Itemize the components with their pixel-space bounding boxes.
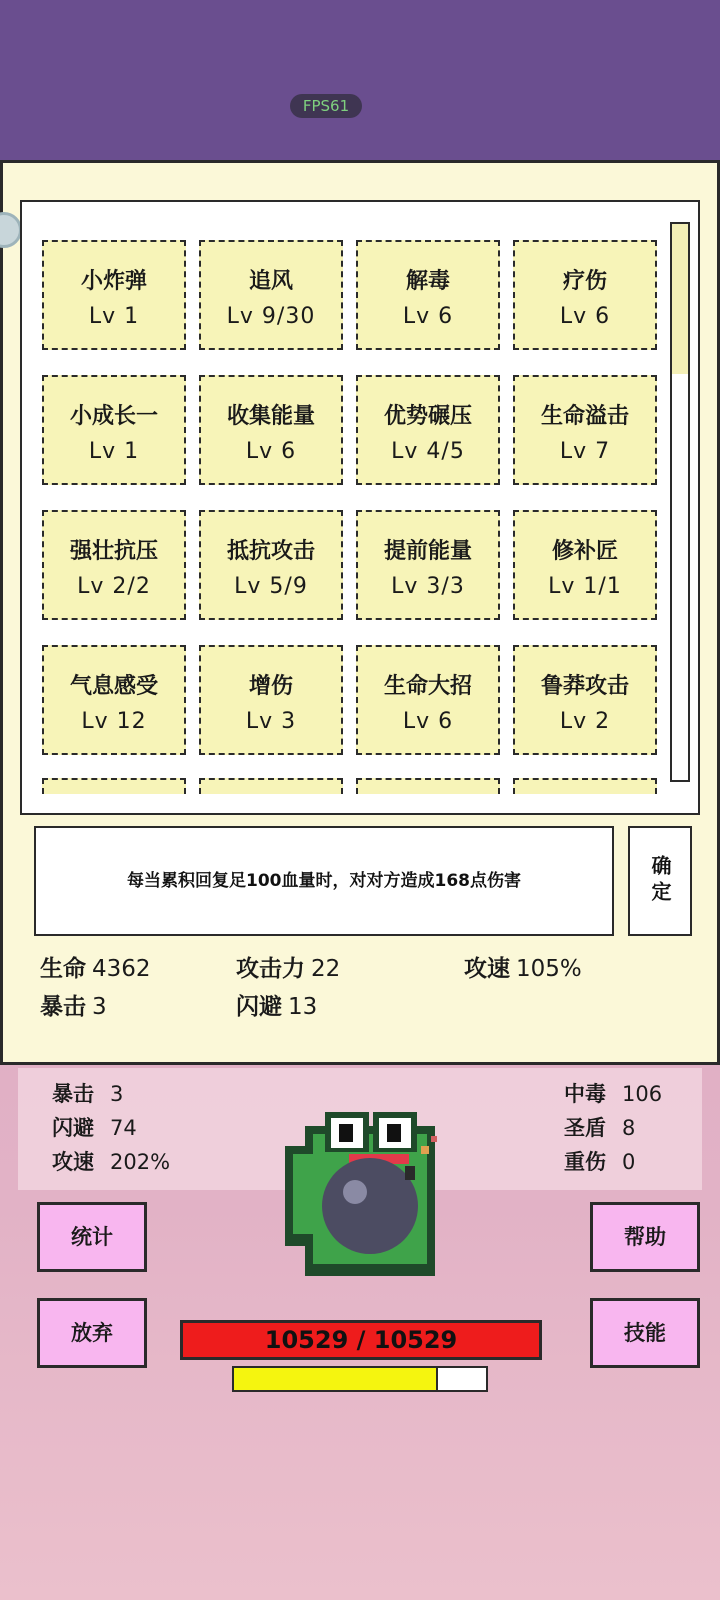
skill-name: 小成长一 xyxy=(69,404,158,429)
skill-grid-container[interactable] xyxy=(20,200,700,815)
enemy-stat xyxy=(564,1146,635,1176)
player-hp xyxy=(40,950,151,983)
enemy-stat xyxy=(52,1078,123,1108)
stats-button[interactable]: 统计 xyxy=(37,1202,147,1272)
player-hp-label: 生命 xyxy=(40,956,86,982)
skill-tile[interactable] xyxy=(199,375,343,485)
skill-tile-partial[interactable] xyxy=(42,778,186,794)
skill-name: 生命大招 xyxy=(383,674,472,699)
player-dodge-value: 13 xyxy=(288,994,318,1020)
enemy-stat-label: 中毒 xyxy=(564,1082,606,1106)
skill-level: Lv 9/30 xyxy=(226,304,316,329)
skill-level: Lv 4/5 xyxy=(391,439,465,464)
skill-name: 修补匠 xyxy=(551,539,618,564)
skill-tile-partial[interactable] xyxy=(199,778,343,794)
skill-tile[interactable] xyxy=(513,510,657,620)
skill-name: 优势碾压 xyxy=(383,404,472,429)
player-crit xyxy=(40,988,107,1021)
skill-level: Lv 7 xyxy=(559,439,611,464)
skill-tile[interactable] xyxy=(513,240,657,350)
scrollbar[interactable] xyxy=(670,222,690,782)
fps-counter: FPS61 xyxy=(290,94,362,118)
skill-tile[interactable] xyxy=(356,375,500,485)
player-crit-value: 3 xyxy=(92,994,107,1020)
enemy-stat xyxy=(52,1112,137,1142)
skill-tile[interactable] xyxy=(42,375,186,485)
enemy-stat xyxy=(564,1112,635,1142)
help-button[interactable]: 帮助 xyxy=(590,1202,700,1272)
skill-level: Lv 6 xyxy=(402,709,454,734)
skill-name: 生命溢击 xyxy=(540,404,629,429)
skill-level: Lv 6 xyxy=(245,439,297,464)
skill-level: Lv 1 xyxy=(88,439,140,464)
skill-description: 每当累积回复足100血量时，对对方造成168点伤害 xyxy=(34,826,614,936)
skill-level: Lv 6 xyxy=(559,304,611,329)
enemy-stat-value: 8 xyxy=(622,1116,636,1140)
skill-name: 抵抗攻击 xyxy=(226,539,315,564)
skill-name: 疗伤 xyxy=(562,269,607,294)
player-speed xyxy=(464,950,582,983)
skill-level: Lv 5/9 xyxy=(234,574,308,599)
enemy-stat-label: 重伤 xyxy=(564,1150,606,1174)
skill-name: 增伤 xyxy=(248,674,293,699)
skill-tile[interactable] xyxy=(513,645,657,755)
enemy-stat-label: 暴击 xyxy=(52,1082,94,1106)
skill-tile[interactable] xyxy=(199,645,343,755)
skill-name: 强壮抗压 xyxy=(69,539,158,564)
skill-tile[interactable] xyxy=(199,240,343,350)
skill-level: Lv 12 xyxy=(81,709,147,734)
energy-bar xyxy=(232,1366,488,1392)
player-dodge xyxy=(236,988,317,1021)
player-dodge-label: 闪避 xyxy=(236,994,282,1020)
enemy-stat-label: 圣盾 xyxy=(564,1116,606,1140)
skill-tile[interactable] xyxy=(356,645,500,755)
top-band xyxy=(0,0,720,160)
skill-tile-partial[interactable] xyxy=(513,778,657,794)
skill-level: Lv 3/3 xyxy=(391,574,465,599)
enemy-stat-value: 106 xyxy=(622,1082,663,1106)
skill-level: Lv 2/2 xyxy=(77,574,151,599)
skill-level: Lv 3 xyxy=(245,709,297,734)
player-hp-value: 4362 xyxy=(92,956,151,982)
player-speed-value: 105% xyxy=(516,956,582,982)
enemy-stat-value: 0 xyxy=(622,1150,636,1174)
skill-name: 提前能量 xyxy=(383,539,472,564)
skill-tile[interactable] xyxy=(42,240,186,350)
skill-tile[interactable] xyxy=(42,645,186,755)
hp-bar: 10529 / 10529 xyxy=(180,1320,542,1360)
energy-bar-fill xyxy=(234,1368,438,1390)
player-speed-label: 攻速 xyxy=(464,956,510,982)
skill-tile[interactable] xyxy=(513,375,657,485)
enemy-stat xyxy=(52,1146,170,1176)
skill-tile[interactable] xyxy=(356,510,500,620)
player-attack xyxy=(236,950,340,983)
player-attack-label: 攻击力 xyxy=(236,956,305,982)
player-crit-label: 暴击 xyxy=(40,994,86,1020)
skills-button[interactable]: 技能 xyxy=(590,1298,700,1368)
skill-level: Lv 1 xyxy=(88,304,140,329)
skill-name: 追风 xyxy=(248,269,293,294)
skill-name: 气息感受 xyxy=(69,674,158,699)
skill-tile[interactable] xyxy=(356,240,500,350)
skill-level: Lv 6 xyxy=(402,304,454,329)
skill-name: 收集能量 xyxy=(226,404,315,429)
enemy-stat-label: 闪避 xyxy=(52,1116,94,1140)
skill-name: 解毒 xyxy=(405,269,450,294)
player-attack-value: 22 xyxy=(311,956,341,982)
skill-name: 小炸弹 xyxy=(80,269,147,294)
skill-tile-partial[interactable] xyxy=(356,778,500,794)
enemy-stat-label: 攻速 xyxy=(52,1150,94,1174)
scrollbar-thumb[interactable] xyxy=(672,224,688,374)
skill-tile[interactable] xyxy=(199,510,343,620)
skill-tile[interactable] xyxy=(42,510,186,620)
skill-level: Lv 1/1 xyxy=(548,574,622,599)
frog-holding-bomb-icon xyxy=(265,1106,465,1286)
enemy-stat-value: 3 xyxy=(110,1082,124,1106)
confirm-button[interactable]: 确定 xyxy=(628,826,692,936)
skill-level: Lv 2 xyxy=(559,709,611,734)
skill-name: 鲁莽攻击 xyxy=(540,674,629,699)
give-up-button[interactable]: 放弃 xyxy=(37,1298,147,1368)
enemy-stat xyxy=(564,1078,662,1108)
enemy-stat-value: 74 xyxy=(110,1116,137,1140)
enemy-stat-value: 202% xyxy=(110,1150,171,1174)
